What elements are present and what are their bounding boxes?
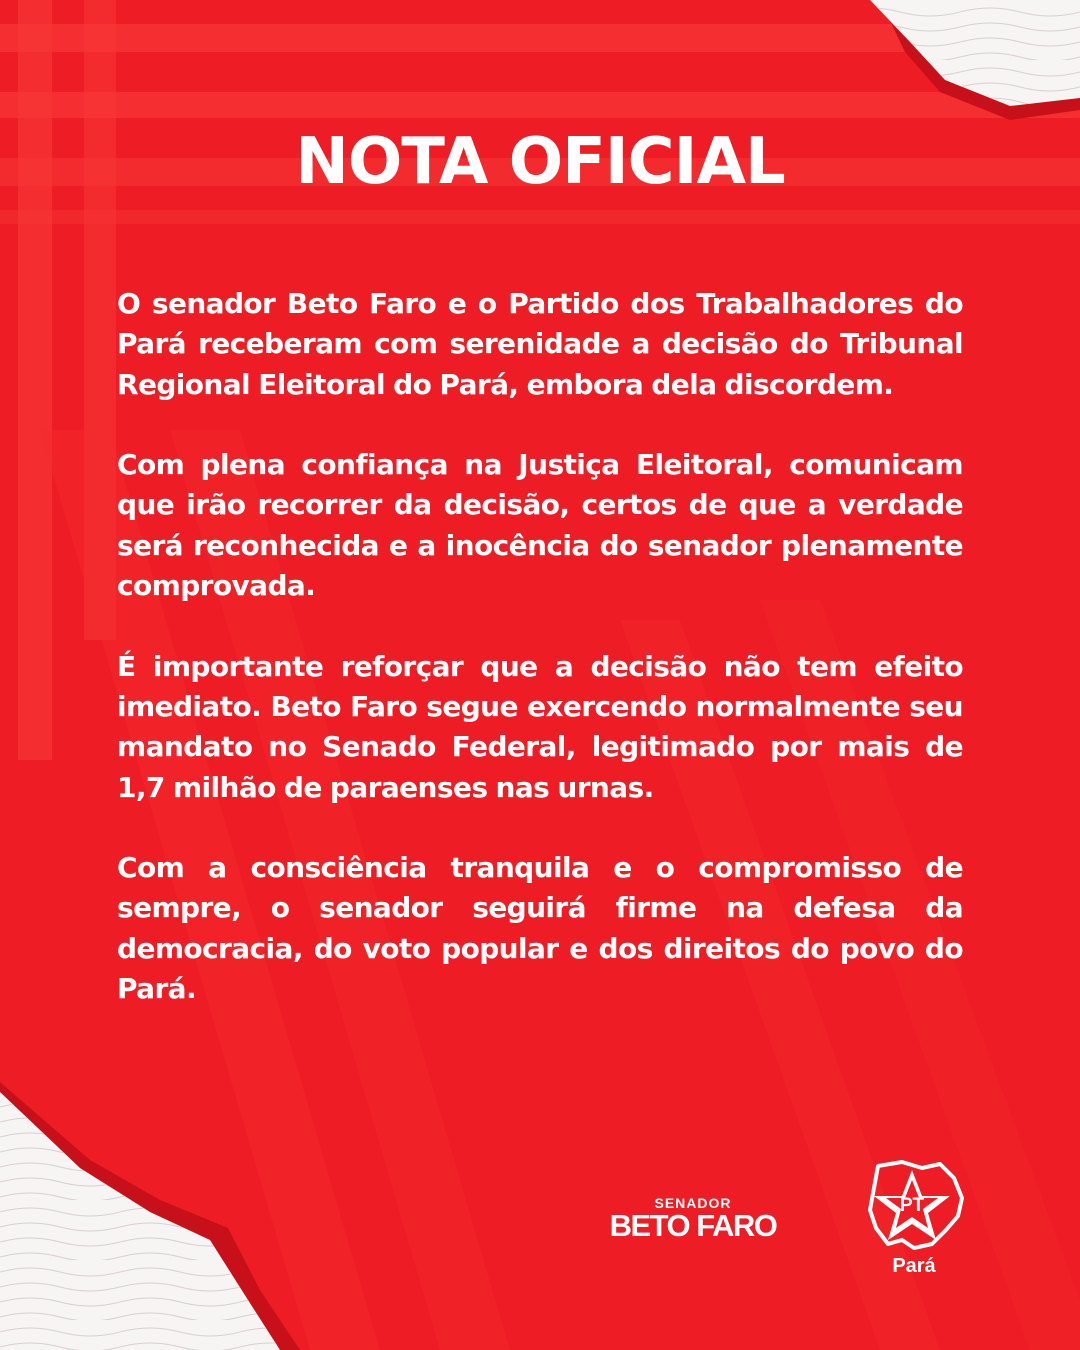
statement-body <box>117 284 963 1050</box>
page-title: NOTA OFICIAL <box>295 125 785 199</box>
paragraph-2: Com plena confiança na Justiça Eleitoral, comunicam que irão recorrer da decisão, certos de que a verdade será reconhecida e a inocência do senador plenamente comprovada. <box>117 448 963 603</box>
party-letters: PT <box>899 1195 925 1216</box>
paragraph-1: O senador Beto Faro e o Partido dos Trabalhadores do Pará receberam com serenidade a decisão do Tribunal Regional Eleitoral do Pará, embora dela discordem. <box>117 287 963 401</box>
party-logo <box>862 1158 966 1282</box>
party-region: Pará <box>892 1255 936 1277</box>
paragraph-4: Com a consciência tranquila e o compromisso de sempre, o senador seguirá firme na defesa da democracia, do voto popular e dos direitos do povo do Pará. <box>117 851 963 1006</box>
senator-logo-top-line: SENADOR <box>654 1195 732 1211</box>
senator-logo-name: BETO FARO <box>609 1208 777 1243</box>
senator-logo <box>590 1196 796 1244</box>
paragraph-3: É importante reforçar que a decisão não tem efeito imediato. Beto Faro segue exercendo normalmente seu mandato no Senado Federal, legitimado por mais de 1,7 milhão de paraenses nas urnas. <box>117 649 963 804</box>
